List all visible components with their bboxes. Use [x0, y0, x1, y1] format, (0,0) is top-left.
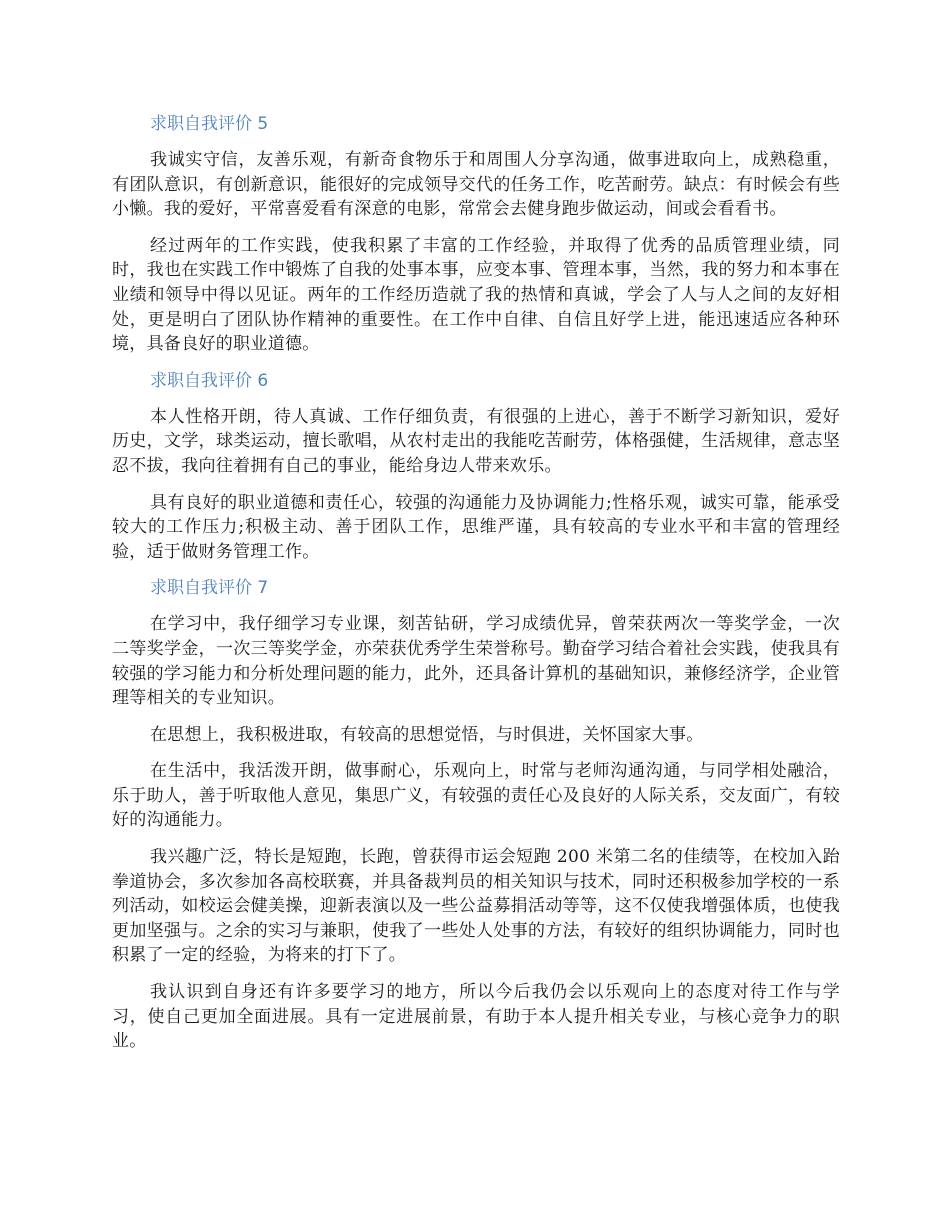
section-heading: 求职自我评价 5: [150, 114, 269, 134]
section-6: [112, 369, 840, 565]
section-7: [112, 576, 840, 1054]
paragraph: 经过两年的工作实践，使我积累了丰富的工作经验，并取得了优秀的品质管理业绩，同时，我也在实践工作中锻炼了自我的处事本事，应变本事、管理本事，当然，我的努力和本事在业绩和领导中得以见证。两年的工作经历造就了我的热情和真诚，学会了人与人之间的友好相处，更是明白了团队协作精神的重要性。在工作中自律、自信且好学上进，能迅速适应各种环境，具备良好的职业道德。: [112, 235, 840, 355]
section-heading: 求职自我评价 6: [150, 370, 269, 391]
section-heading: 求职自我评价 7: [150, 578, 269, 599]
paragraph: 在思想上，我积极进取，有较高的思想觉悟，与时俱进，关怀国家大事。: [150, 724, 704, 745]
paragraph: 本人性格开朗，待人真诚、工作仔细负责，有很强的上进心，善于不断学习新知识，爱好历史，文学，球类运动，擅长歌唱，从农村走出的我能吃苦耐劳，体格强健，生活规律，意志坚忍不拔，我向往着拥有自己的事业，能给身边人带来欢乐。: [112, 406, 840, 476]
paragraph: 我兴趣广泛，特长是短跑，长跑，曾获得市运会短跑 200 米第二名的佳绩等，在校加入跆拳道协会，多次参加各高校联赛，并具备裁判员的相关知识与技术，同时还积极参加学校的一系列活动，如校运会健美操，迎新表演以及一些公益募捐活动等等，这不仅使我增强体质，也使我更加坚强与。之余的实习与兼职，使我了一些处人处事的方法，有较好的组织协调能力，同时也积累了一定的经验，为将来的打下了。: [112, 847, 840, 966]
paragraph: 在生活中，我活泼开朗，做事耐心，乐观向上，时常与老师沟通沟通，与同学相处融洽，乐于助人，善于听取他人意见，集思广义，有较强的责任心及良好的人际关系，交友面广，有较好的沟通能力。: [112, 761, 840, 831]
paragraph: 在学习中，我仔细学习专业课，刻苦钻研，学习成绩优异，曾荣获两次一等奖学金，一次二等奖学金，一次三等奖学金，亦荣获优秀学生荣誉称号。勤奋学习结合着社会实践，使我具有较强的学习能力和分析处理问题的能力，此外，还具备计算机的基础知识，兼修经济学，企业管理等相关的专业知识。: [112, 614, 840, 709]
section-5: [112, 112, 840, 357]
paragraph: 具有良好的职业道德和责任心，较强的沟通能力及协调能力;性格乐观，诚实可靠，能承受较大的工作压力;积极主动、善于团队工作，思维严谨，具有较高的专业水平和丰富的管理经验，适于做财务管理工作。: [112, 492, 840, 562]
document-page: [112, 108, 840, 1066]
paragraph: 我认识到自身还有许多要学习的地方，所以今后我仍会以乐观向上的态度对待工作与学习，使自己更加全面进展。具有一定进展前景，有助于本人提升相关专业，与核心竞争力的职业。: [112, 982, 840, 1052]
paragraph: 我诚实守信，友善乐观，有新奇食物乐于和周围人分享沟通，做事进取向上，成熟稳重，有团队意识，有创新意识，能很好的完成领导交代的任务工作，吃苦耐劳。缺点：有时候会有些小懒。我的爱好，平常喜爱看有深意的电影，常常会去健身跑步做运动，间或会看看书。: [112, 150, 840, 220]
